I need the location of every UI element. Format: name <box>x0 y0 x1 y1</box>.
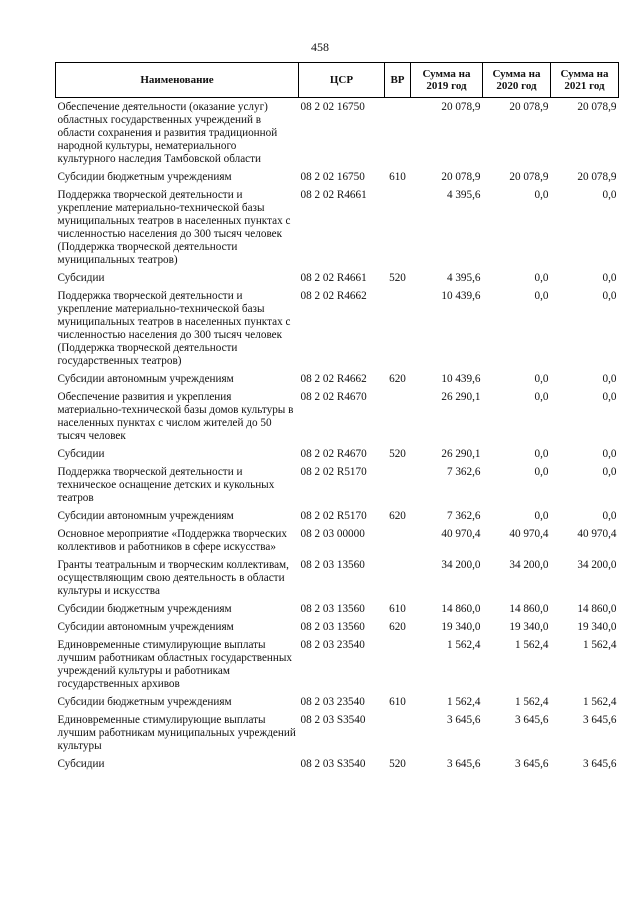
cell-vr: 520 <box>389 272 406 284</box>
cell-sum-2020: 0,0 <box>534 272 549 284</box>
cell-name: Субсидии бюджетным учреждениям <box>57 171 232 183</box>
cell-vr: 520 <box>389 758 406 770</box>
cell-sum-2020: 3 645,6 <box>514 758 549 770</box>
page-number: 458 <box>311 40 329 54</box>
cell-sum-2019: 10 439,6 <box>441 373 481 385</box>
cell-sum-2019: 14 860,0 <box>441 603 481 615</box>
cell-sum-2019: 40 970,4 <box>441 528 481 540</box>
cell-sum-2019: 26 290,1 <box>441 391 481 403</box>
cell-csr: 08 2 03 13560 <box>300 603 365 615</box>
cell-vr <box>385 639 411 696</box>
cell-sum-2019: 19 340,0 <box>441 621 481 633</box>
cell-sum-2021: 0,0 <box>602 466 617 478</box>
cell-sum-2021: 0,0 <box>602 391 617 403</box>
budget-table <box>55 62 619 776</box>
table-row <box>56 448 619 466</box>
cell-name: Единовременные стимулирующие выплаты лучшим работникам муниципальных учреждений культуры <box>57 714 296 752</box>
table-header <box>56 63 619 98</box>
header-sum-2019: Сумма на 2019 год <box>411 63 483 98</box>
table-row <box>56 758 619 776</box>
cell-vr: 610 <box>389 603 406 615</box>
cell-csr: 08 2 02 R4661 <box>300 272 367 284</box>
cell-csr: 08 2 03 23540 <box>300 639 365 651</box>
cell-vr <box>385 189 411 272</box>
cell-name: Субсидии бюджетным учреждениям <box>57 696 232 708</box>
cell-csr: 08 2 02 16750 <box>300 101 365 113</box>
header-sum-2021: Сумма на 2021 год <box>551 63 619 98</box>
cell-vr: 610 <box>389 171 406 183</box>
cell-csr: 08 2 03 23540 <box>300 696 365 708</box>
table-body <box>56 98 619 777</box>
cell-vr <box>385 714 411 758</box>
cell-sum-2020: 20 078,9 <box>509 101 549 113</box>
cell-sum-2019: 3 645,6 <box>446 714 481 726</box>
cell-sum-2019: 20 078,9 <box>441 171 481 183</box>
cell-sum-2020: 1 562,4 <box>514 639 549 651</box>
cell-sum-2020: 0,0 <box>534 391 549 403</box>
table-row <box>56 290 619 373</box>
cell-vr <box>385 98 411 172</box>
cell-vr <box>385 391 411 448</box>
cell-vr <box>385 466 411 510</box>
cell-vr: 520 <box>389 448 406 460</box>
cell-csr: 08 2 02 R5170 <box>300 510 367 522</box>
cell-name: Субсидии <box>57 272 105 284</box>
header-sum-2020: Сумма на 2020 год <box>483 63 551 98</box>
table-row <box>56 171 619 189</box>
cell-sum-2020: 1 562,4 <box>514 696 549 708</box>
cell-sum-2019: 20 078,9 <box>441 101 481 113</box>
cell-sum-2019: 1 562,4 <box>446 696 481 708</box>
cell-sum-2020: 0,0 <box>534 290 549 302</box>
cell-vr: 620 <box>389 510 406 522</box>
cell-sum-2021: 14 860,0 <box>577 603 617 615</box>
table-row <box>56 510 619 528</box>
table-row <box>56 714 619 758</box>
table-row <box>56 559 619 603</box>
cell-sum-2020: 3 645,6 <box>514 714 549 726</box>
table-row <box>56 621 619 639</box>
cell-sum-2019: 34 200,0 <box>441 559 481 571</box>
cell-name: Обеспечение деятельности (оказание услуг) областных государственных учреждений в области сохранения и развития традиционной народной культуры, нематериального культурного наследия Тамбовской области <box>57 101 278 165</box>
cell-sum-2019: 7 362,6 <box>446 510 481 522</box>
cell-csr: 08 2 02 R4662 <box>300 290 367 302</box>
cell-sum-2021: 0,0 <box>602 272 617 284</box>
cell-sum-2020: 0,0 <box>534 448 549 460</box>
cell-sum-2021: 0,0 <box>602 510 617 522</box>
cell-csr: 08 2 03 13560 <box>300 621 365 633</box>
table-row <box>56 696 619 714</box>
cell-sum-2019: 26 290,1 <box>441 448 481 460</box>
table-row <box>56 391 619 448</box>
cell-sum-2020: 0,0 <box>534 466 549 478</box>
cell-sum-2020: 20 078,9 <box>509 171 549 183</box>
cell-sum-2019: 4 395,6 <box>446 272 481 284</box>
cell-name: Гранты театральным и творческим коллективам, осуществляющим свою деятельность в области культуры и искусства <box>57 559 289 597</box>
cell-csr: 08 2 03 13560 <box>300 559 365 571</box>
cell-vr <box>385 559 411 603</box>
cell-sum-2021: 34 200,0 <box>577 559 617 571</box>
cell-sum-2021: 1 562,4 <box>582 639 617 651</box>
cell-sum-2020: 40 970,4 <box>509 528 549 540</box>
table-row <box>56 603 619 621</box>
cell-sum-2020: 0,0 <box>534 373 549 385</box>
header-vr: ВР <box>385 63 411 98</box>
cell-sum-2021: 3 645,6 <box>582 758 617 770</box>
cell-vr <box>385 528 411 559</box>
cell-csr: 08 2 02 R5170 <box>300 466 367 478</box>
cell-sum-2019: 7 362,6 <box>446 466 481 478</box>
cell-name: Поддержка творческой деятельности и техническое оснащение детских и кукольных театров <box>57 466 275 504</box>
header-name: Наименование <box>56 63 299 98</box>
cell-sum-2021: 20 078,9 <box>577 171 617 183</box>
header-row <box>56 63 619 98</box>
table-row <box>56 466 619 510</box>
cell-sum-2019: 10 439,6 <box>441 290 481 302</box>
table-row <box>56 528 619 559</box>
table-row <box>56 272 619 290</box>
cell-sum-2019: 3 645,6 <box>446 758 481 770</box>
cell-name: Субсидии автономным учреждениям <box>57 373 234 385</box>
table-row <box>56 639 619 696</box>
cell-vr: 620 <box>389 621 406 633</box>
cell-sum-2021: 40 970,4 <box>577 528 617 540</box>
cell-csr: 08 2 02 R4662 <box>300 373 367 385</box>
cell-sum-2021: 0,0 <box>602 448 617 460</box>
cell-sum-2020: 34 200,0 <box>509 559 549 571</box>
cell-sum-2021: 0,0 <box>602 290 617 302</box>
cell-csr: 08 2 02 R4661 <box>300 189 367 201</box>
cell-csr: 08 2 03 00000 <box>300 528 365 540</box>
cell-sum-2021: 1 562,4 <box>582 696 617 708</box>
cell-sum-2021: 19 340,0 <box>577 621 617 633</box>
cell-name: Субсидии автономным учреждениям <box>57 621 234 633</box>
cell-sum-2019: 4 395,6 <box>446 189 481 201</box>
table-row <box>56 189 619 272</box>
cell-csr: 08 2 02 R4670 <box>300 391 367 403</box>
table-row <box>56 98 619 172</box>
cell-csr: 08 2 02 16750 <box>300 171 365 183</box>
cell-name: Обеспечение развития и укрепления материально-технической базы домов культуры в населенных пунктах с числом жителей до 50 тысяч человек <box>57 391 294 442</box>
cell-name: Субсидии <box>57 758 105 770</box>
cell-sum-2021: 0,0 <box>602 189 617 201</box>
cell-sum-2021: 0,0 <box>602 373 617 385</box>
cell-csr: 08 2 03 S3540 <box>300 714 366 726</box>
cell-name: Субсидии бюджетным учреждениям <box>57 603 232 615</box>
cell-name: Субсидии <box>57 448 105 460</box>
cell-sum-2021: 3 645,6 <box>582 714 617 726</box>
header-csr: ЦСР <box>299 63 385 98</box>
cell-sum-2021: 20 078,9 <box>577 101 617 113</box>
cell-csr: 08 2 02 R4670 <box>300 448 367 460</box>
cell-vr: 610 <box>389 696 406 708</box>
table-row <box>56 373 619 391</box>
cell-sum-2020: 0,0 <box>534 189 549 201</box>
cell-vr <box>385 290 411 373</box>
cell-sum-2020: 14 860,0 <box>509 603 549 615</box>
cell-sum-2019: 1 562,4 <box>446 639 481 651</box>
cell-name: Основное мероприятие «Поддержка творческих коллективов и работников в сфере искусства» <box>57 528 287 553</box>
cell-name: Субсидии автономным учреждениям <box>57 510 234 522</box>
cell-sum-2020: 0,0 <box>534 510 549 522</box>
cell-name: Поддержка творческой деятельности и укрепление материально-технической базы муниципальных театров в населенных пунктах с численностью населения до 300 тысяч человек (Поддержка творческой деятельности муниципальных театров) <box>57 189 291 266</box>
cell-name: Единовременные стимулирующие выплаты лучшим работникам областных государственных учреждений культуры и работникам государственных архивов <box>57 639 293 690</box>
cell-sum-2020: 19 340,0 <box>509 621 549 633</box>
cell-vr: 620 <box>389 373 406 385</box>
cell-csr: 08 2 03 S3540 <box>300 758 366 770</box>
cell-name: Поддержка творческой деятельности и укрепление материально-технической базы муниципальных театров в населенных пунктах с численностью населения до 300 тысяч человек (Поддержка творческой деятельности государственных театров) <box>57 290 291 367</box>
